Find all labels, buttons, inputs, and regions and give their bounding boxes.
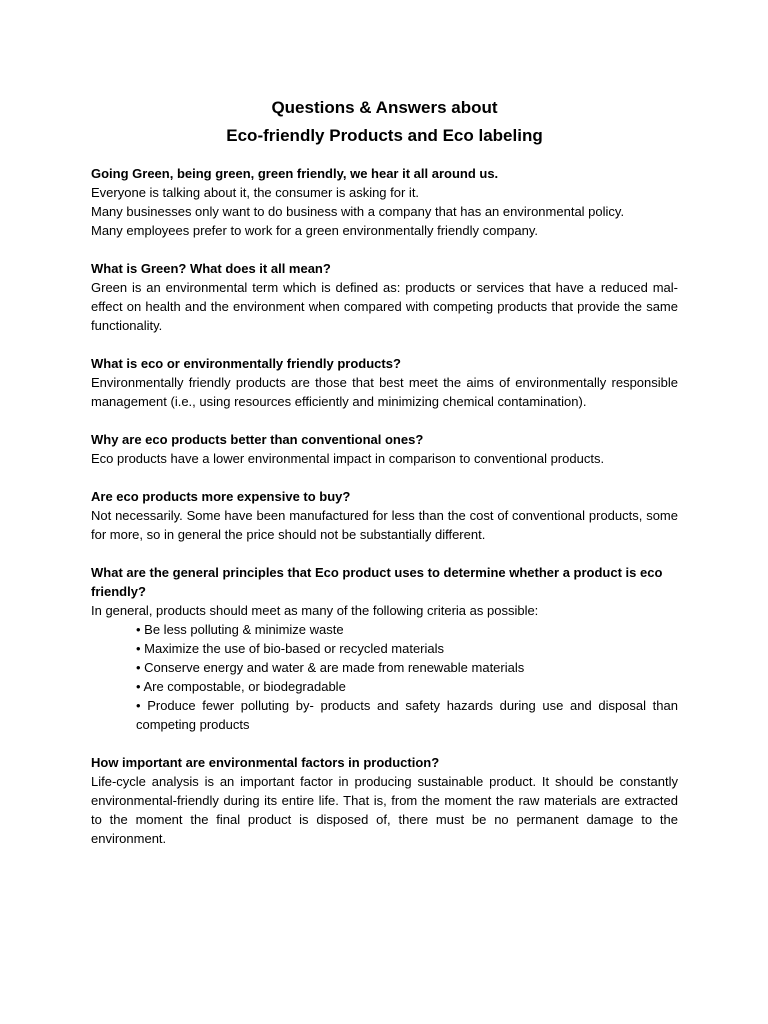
document-title [91, 94, 678, 150]
document-page [91, 94, 678, 848]
question-heading: What are the general principles that Eco product uses to determine whether a product is eco friendly? [91, 565, 663, 599]
intro-line: Everyone is talking about it, the consumer is asking for it. [91, 185, 420, 200]
qa-section-what-is-green [91, 259, 678, 335]
title-line-2: Eco-friendly Products and Eco labeling [226, 126, 543, 145]
title-line-1: Questions & Answers about [271, 98, 498, 117]
qa-section-expensive [91, 487, 678, 544]
answer-text: Life-cycle analysis is an important factor in producing sustainable product. It should be constantly environmental-friendly during its entire life. That is, from the moment the raw materials are extracted to the moment the final product is disposed of, there must be no permanent damage to the environment. [91, 774, 678, 846]
criteria-item: • Produce fewer polluting by- products and safety hazards during use and disposal than competing products [136, 696, 678, 734]
answer-text: In general, products should meet as many of the following criteria as possible: [91, 603, 539, 618]
question-heading: How important are environmental factors in production? [91, 755, 440, 770]
criteria-item: • Are compostable, or biodegradable [136, 677, 678, 696]
answer-text: Green is an environmental term which is defined as: products or services that have a reduced mal-effect on health and the environment when compared with competing products that provide the same functionality. [91, 280, 678, 333]
answer-text: Environmentally friendly products are those that best meet the aims of environmentally responsible management (i.e., using resources efficiently and minimizing chemical contamination). [91, 375, 678, 409]
intro-line: Many employees prefer to work for a green environmentally friendly company. [91, 223, 539, 238]
criteria-item: • Maximize the use of bio-based or recycled materials [136, 639, 678, 658]
question-heading: What is eco or environmentally friendly products? [91, 356, 401, 371]
qa-section-production-factors [91, 753, 678, 848]
criteria-list [91, 620, 678, 734]
intro-line: Many businesses only want to do business with a company that has an environmental policy. [91, 204, 625, 219]
question-heading: Why are eco products better than conventional ones? [91, 432, 424, 447]
answer-text: Eco products have a lower environmental impact in comparison to conventional products. [91, 451, 605, 466]
criteria-item: • Be less polluting & minimize waste [136, 620, 678, 639]
question-heading: What is Green? What does it all mean? [91, 261, 331, 276]
intro-section [91, 164, 678, 240]
qa-section-principles [91, 563, 678, 734]
intro-lead: Going Green, being green, green friendly, we hear it all around us. [91, 166, 499, 181]
criteria-item: • Conserve energy and water & are made from renewable materials [136, 658, 678, 677]
qa-section-eco-products [91, 354, 678, 411]
answer-text: Not necessarily. Some have been manufactured for less than the cost of conventional products, some for more, so in general the price should not be substantially different. [91, 508, 678, 542]
qa-section-why-better [91, 430, 678, 468]
question-heading: Are eco products more expensive to buy? [91, 489, 351, 504]
